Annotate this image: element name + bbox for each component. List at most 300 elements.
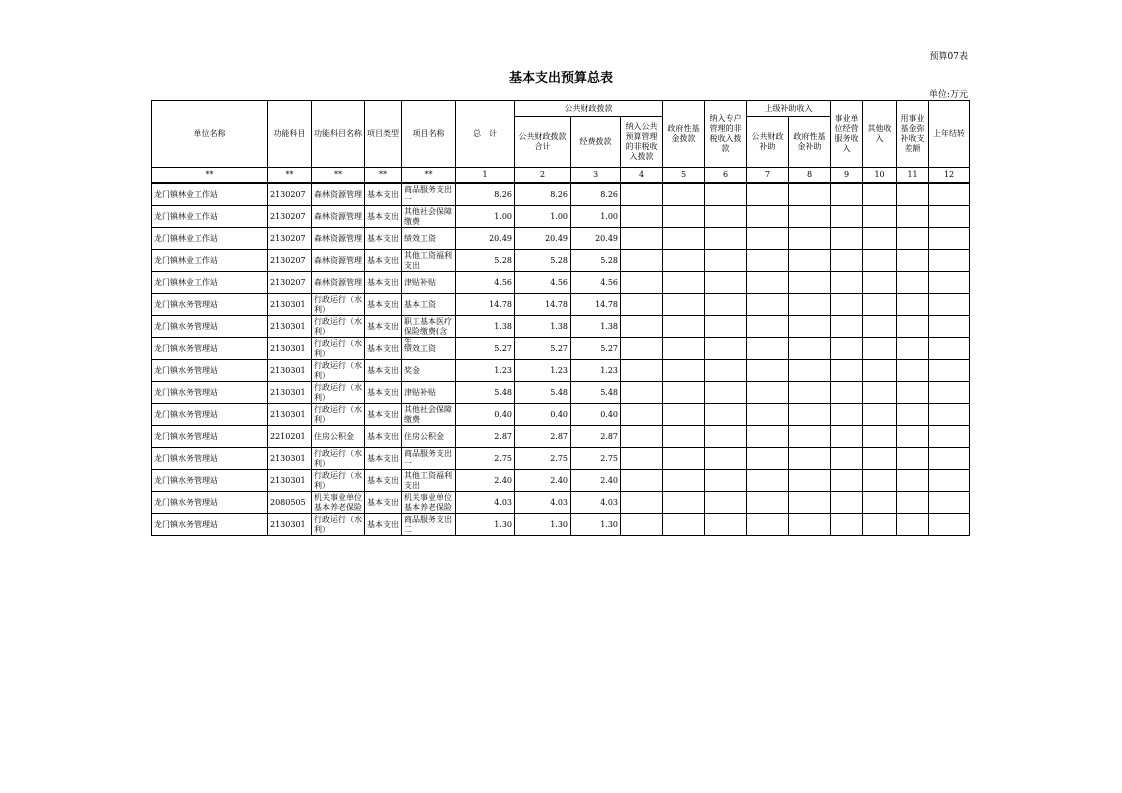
cell-func-name-text: 行政运行（水利） [314,404,362,424]
cell-item-type: 基本支出 [365,228,402,250]
cell-item-name-text: 住房公积金 [404,431,444,441]
cell-public-budget-total: 1.38 [515,316,571,338]
empty-cell [863,338,897,360]
empty-cell [789,272,831,294]
cell-item-name [402,206,456,228]
cell-item-name-text: 商品服务支出二 [404,514,452,534]
empty-cell [789,183,831,206]
cell-public-budget-total: 2.75 [515,448,571,470]
empty-cell [831,448,863,470]
cell-public-budget-total: 20.49 [515,228,571,250]
empty-cell [897,492,929,514]
header-public-subsidy: 公共财政补助 [747,117,789,168]
cell-func-name [312,206,365,228]
empty-cell [929,382,970,404]
cell-public-budget-total: 2.40 [515,470,571,492]
empty-cell [831,404,863,426]
cell-total: 2.75 [456,448,515,470]
header-superior-subsidy: 上级补助收入 [747,101,831,117]
cell-public-budget-total: 1.00 [515,206,571,228]
empty-cell [863,316,897,338]
index-cell: ** [152,168,268,184]
cell-operating-grant: 1.30 [571,514,621,536]
cell-total: 1.23 [456,360,515,382]
cell-item-name [402,448,456,470]
empty-cell [621,316,663,338]
cell-total: 1.00 [456,206,515,228]
cell-total: 5.27 [456,338,515,360]
empty-cell [747,250,789,272]
empty-cell [929,228,970,250]
index-cell: 5 [663,168,705,184]
cell-func-code: 2130207 [268,206,312,228]
empty-cell [705,426,747,448]
empty-cell [831,492,863,514]
header-func-code: 功能科目 [268,101,312,168]
cell-item-name-text: 机关事业单位基本养老保险 [404,492,452,512]
cell-func-name-text: 行政运行（水利） [314,294,362,314]
cell-unit-name: 龙门镇水务管理站 [152,470,268,492]
cell-item-type: 基本支出 [365,250,402,272]
index-cell: ** [365,168,402,184]
empty-cell [929,272,970,294]
empty-cell [663,206,705,228]
empty-cell [747,338,789,360]
cell-unit-name: 龙门镇林业工作站 [152,183,268,206]
cell-operating-grant: 4.03 [571,492,621,514]
empty-cell [747,316,789,338]
empty-cell [863,514,897,536]
empty-cell [863,426,897,448]
cell-func-name-text: 森林资源管理 [314,211,362,221]
cell-unit-name: 龙门镇水务管理站 [152,338,268,360]
empty-cell [831,316,863,338]
empty-cell [663,492,705,514]
empty-cell [929,338,970,360]
empty-cell [621,272,663,294]
cell-total: 2.40 [456,470,515,492]
empty-cell [897,228,929,250]
cell-func-name-text: 森林资源管理 [314,277,362,287]
index-row [152,168,970,184]
empty-cell [663,250,705,272]
cell-public-budget-total: 4.56 [515,272,571,294]
table-row [152,514,970,536]
empty-cell [789,404,831,426]
table-row [152,228,970,250]
cell-func-code: 2130207 [268,183,312,206]
cell-func-name-text: 机关事业单位基本养老保险 [314,492,362,512]
empty-cell [663,470,705,492]
index-cell: 2 [515,168,571,184]
empty-cell [831,294,863,316]
empty-cell [929,514,970,536]
cell-operating-grant: 4.56 [571,272,621,294]
cell-item-type: 基本支出 [365,206,402,228]
table-row [152,404,970,426]
empty-cell [831,338,863,360]
cell-total: 5.48 [456,382,515,404]
cell-public-budget-total: 14.78 [515,294,571,316]
index-cell: 10 [863,168,897,184]
cell-operating-grant: 20.49 [571,228,621,250]
cell-item-type: 基本支出 [365,492,402,514]
cell-func-name-text: 行政运行（水利） [314,448,362,468]
cell-func-code: 2130207 [268,250,312,272]
cell-func-name [312,382,365,404]
cell-total: 2.87 [456,426,515,448]
empty-cell [831,228,863,250]
empty-cell [897,250,929,272]
page-title: 基本支出预算总表 [508,71,613,86]
header-special-nontax: 纳入专户管理的非税收入拨款 [705,101,747,168]
cell-func-code: 2130301 [268,448,312,470]
table-row [152,316,970,338]
index-cell: 3 [571,168,621,184]
cell-unit-name: 龙门镇水务管理站 [152,382,268,404]
cell-func-code: 2080505 [268,492,312,514]
empty-cell [705,228,747,250]
cell-item-type: 基本支出 [365,514,402,536]
cell-item-name-text: 基本工资 [404,299,436,309]
cell-total: 1.30 [456,514,515,536]
empty-cell [747,470,789,492]
cell-item-name [402,514,456,536]
cell-unit-name: 龙门镇水务管理站 [152,426,268,448]
header-other-income: 其他收入 [863,101,897,168]
header-total: 总 计 [456,101,515,168]
cell-func-name [312,183,365,206]
cell-func-name-text: 行政运行（水利） [314,360,362,380]
cell-func-name [312,448,365,470]
empty-cell [789,206,831,228]
empty-cell [897,448,929,470]
cell-func-name [312,228,365,250]
cell-func-name [312,316,365,338]
cell-item-type: 基本支出 [365,382,402,404]
empty-cell [663,514,705,536]
empty-cell [897,206,929,228]
cell-operating-grant: 8.26 [571,183,621,206]
cell-item-type: 基本支出 [365,316,402,338]
cell-operating-grant: 1.23 [571,360,621,382]
empty-cell [789,338,831,360]
cell-item-name-text: 其他社会保障缴费 [404,404,452,424]
cell-public-budget-total: 1.23 [515,360,571,382]
empty-cell [705,470,747,492]
cell-unit-name: 龙门镇林业工作站 [152,206,268,228]
cell-item-name [402,228,456,250]
empty-cell [663,316,705,338]
empty-cell [831,514,863,536]
empty-cell [663,183,705,206]
index-cell: ** [312,168,365,184]
header-business-income: 事业单位经营服务收入 [831,101,863,168]
cell-item-name-text: 职工基本医疗保险缴费(含生 [404,316,452,346]
empty-cell [747,360,789,382]
index-cell: 8 [789,168,831,184]
empty-cell [863,183,897,206]
budget-table [151,100,970,536]
cell-item-name [402,492,456,514]
cell-item-name-text: 津贴补贴 [404,387,436,397]
cell-func-name [312,338,365,360]
empty-cell [663,404,705,426]
cell-func-name-text: 行政运行（水利） [314,470,362,490]
cell-unit-name: 龙门镇水务管理站 [152,514,268,536]
empty-cell [705,272,747,294]
empty-cell [705,514,747,536]
cell-total: 5.28 [456,250,515,272]
table-row [152,294,970,316]
empty-cell [621,250,663,272]
cell-item-name [402,183,456,206]
cell-item-type: 基本支出 [365,294,402,316]
cell-func-name-text: 行政运行（水利） [314,382,362,402]
header-unit-name: 单位名称 [152,101,268,168]
cell-item-name [402,470,456,492]
index-cell: 1 [456,168,515,184]
table-row [152,272,970,294]
cell-func-name-text: 森林资源管理 [314,233,362,243]
cell-func-name [312,294,365,316]
cell-func-name-text: 森林资源管理 [314,189,362,199]
empty-cell [747,382,789,404]
cell-public-budget-total: 0.40 [515,404,571,426]
cell-unit-name: 龙门镇水务管理站 [152,316,268,338]
cell-public-budget-total: 5.27 [515,338,571,360]
cell-unit-name: 龙门镇林业工作站 [152,250,268,272]
empty-cell [831,272,863,294]
empty-cell [897,514,929,536]
empty-cell [663,382,705,404]
empty-cell [747,294,789,316]
table-row [152,492,970,514]
empty-cell [897,404,929,426]
empty-cell [747,206,789,228]
empty-cell [705,206,747,228]
empty-cell [789,316,831,338]
header-operating-grant: 经费拨款 [571,117,621,168]
empty-cell [747,272,789,294]
header-fund-gap: 用事业基金弥补收支差额 [897,101,929,168]
header-public-budget: 公共财政拨款 [515,101,663,117]
cell-total: 1.38 [456,316,515,338]
empty-cell [929,448,970,470]
empty-cell [897,338,929,360]
cell-item-type: 基本支出 [365,183,402,206]
empty-cell [789,492,831,514]
cell-operating-grant: 5.48 [571,382,621,404]
cell-operating-grant: 1.38 [571,316,621,338]
empty-cell [621,426,663,448]
cell-item-name-text: 其他社会保障缴费 [404,206,452,226]
empty-cell [705,250,747,272]
cell-item-name-text: 商品服务支出一 [404,184,452,204]
empty-cell [863,206,897,228]
empty-cell [897,316,929,338]
index-cell: 12 [929,168,970,184]
table-row [152,206,970,228]
empty-cell [863,360,897,382]
cell-func-code: 2130301 [268,316,312,338]
table-row [152,470,970,492]
empty-cell [863,228,897,250]
empty-cell [929,492,970,514]
header-item-name: 项目名称 [402,101,456,168]
empty-cell [863,404,897,426]
empty-cell [663,426,705,448]
cell-total: 4.56 [456,272,515,294]
empty-cell [789,448,831,470]
cell-operating-grant: 2.87 [571,426,621,448]
empty-cell [621,294,663,316]
cell-item-name [402,272,456,294]
cell-operating-grant: 5.27 [571,338,621,360]
empty-cell [863,294,897,316]
empty-cell [747,514,789,536]
cell-operating-grant: 0.40 [571,404,621,426]
cell-item-name [402,404,456,426]
empty-cell [663,448,705,470]
cell-item-type: 基本支出 [365,448,402,470]
empty-cell [621,206,663,228]
empty-cell [663,360,705,382]
empty-cell [705,294,747,316]
empty-cell [897,360,929,382]
cell-unit-name: 龙门镇水务管理站 [152,492,268,514]
cell-unit-name: 龙门镇水务管理站 [152,294,268,316]
cell-unit-name: 龙门镇林业工作站 [152,272,268,294]
cell-func-name-text: 行政运行（水利） [314,514,362,534]
cell-item-name-text: 绩效工资 [404,233,436,243]
cell-item-name-text: 绩效工资 [404,343,436,353]
cell-func-name [312,426,365,448]
cell-unit-name: 龙门镇水务管理站 [152,404,268,426]
cell-public-budget-total: 5.28 [515,250,571,272]
cell-func-name-text: 行政运行（水利） [314,338,362,358]
index-cell: 7 [747,168,789,184]
cell-func-code: 2130301 [268,514,312,536]
empty-cell [789,382,831,404]
header-public-budget-total: 公共财政拨款合计 [515,117,571,168]
header-item-type: 项目类型 [365,101,402,168]
table-row [152,183,970,206]
cell-func-code: 2130301 [268,360,312,382]
cell-item-type: 基本支出 [365,470,402,492]
cell-operating-grant: 2.40 [571,470,621,492]
cell-func-code: 2130301 [268,382,312,404]
cell-item-name-text: 商品服务支出一 [404,448,452,468]
cell-func-name [312,272,365,294]
empty-cell [747,492,789,514]
cell-item-name [402,294,456,316]
cell-item-name [402,426,456,448]
empty-cell [789,228,831,250]
cell-operating-grant: 14.78 [571,294,621,316]
empty-cell [831,250,863,272]
empty-cell [897,382,929,404]
empty-cell [747,228,789,250]
empty-cell [863,250,897,272]
empty-cell [863,470,897,492]
cell-unit-name: 龙门镇水务管理站 [152,360,268,382]
empty-cell [705,183,747,206]
empty-cell [663,228,705,250]
empty-cell [929,470,970,492]
empty-cell [621,338,663,360]
index-cell: 9 [831,168,863,184]
cell-total: 0.40 [456,404,515,426]
cell-public-budget-total: 4.03 [515,492,571,514]
cell-func-name [312,492,365,514]
index-cell: 6 [705,168,747,184]
empty-cell [705,404,747,426]
cell-item-type: 基本支出 [365,404,402,426]
cell-func-name [312,360,365,382]
empty-cell [621,360,663,382]
empty-cell [621,448,663,470]
empty-cell [929,316,970,338]
cell-func-name [312,470,365,492]
cell-func-name-text: 森林资源管理 [314,255,362,265]
cell-func-name [312,514,365,536]
empty-cell [897,272,929,294]
cell-item-name [402,382,456,404]
table-row [152,382,970,404]
empty-cell [863,448,897,470]
table-row [152,250,970,272]
cell-func-code: 2210201 [268,426,312,448]
empty-cell [929,294,970,316]
empty-cell [831,360,863,382]
table-row [152,448,970,470]
cell-operating-grant: 1.00 [571,206,621,228]
empty-cell [929,426,970,448]
header-carryover: 上年结转 [929,101,970,168]
table-body [152,183,970,536]
empty-cell [863,492,897,514]
cell-func-code: 2130301 [268,338,312,360]
cell-func-name-text: 行政运行（水利） [314,316,362,336]
empty-cell [831,382,863,404]
cell-total: 14.78 [456,294,515,316]
cell-item-name-text: 奖金 [404,365,420,375]
empty-cell [789,426,831,448]
cell-func-code: 2130301 [268,404,312,426]
empty-cell [747,426,789,448]
header-gov-fund-subsidy: 政府性基金补助 [789,117,831,168]
empty-cell [897,470,929,492]
cell-total: 20.49 [456,228,515,250]
index-cell: ** [402,168,456,184]
empty-cell [705,492,747,514]
empty-cell [747,183,789,206]
empty-cell [621,514,663,536]
cell-item-name [402,360,456,382]
empty-cell [789,470,831,492]
empty-cell [897,183,929,206]
index-cell: 11 [897,168,929,184]
cell-public-budget-total: 1.30 [515,514,571,536]
cell-unit-name: 龙门镇水务管理站 [152,448,268,470]
cell-public-budget-total: 5.48 [515,382,571,404]
empty-cell [621,492,663,514]
empty-cell [929,404,970,426]
empty-cell [663,294,705,316]
empty-cell [663,338,705,360]
cell-item-name-text: 其他工资福利支出 [404,250,452,270]
